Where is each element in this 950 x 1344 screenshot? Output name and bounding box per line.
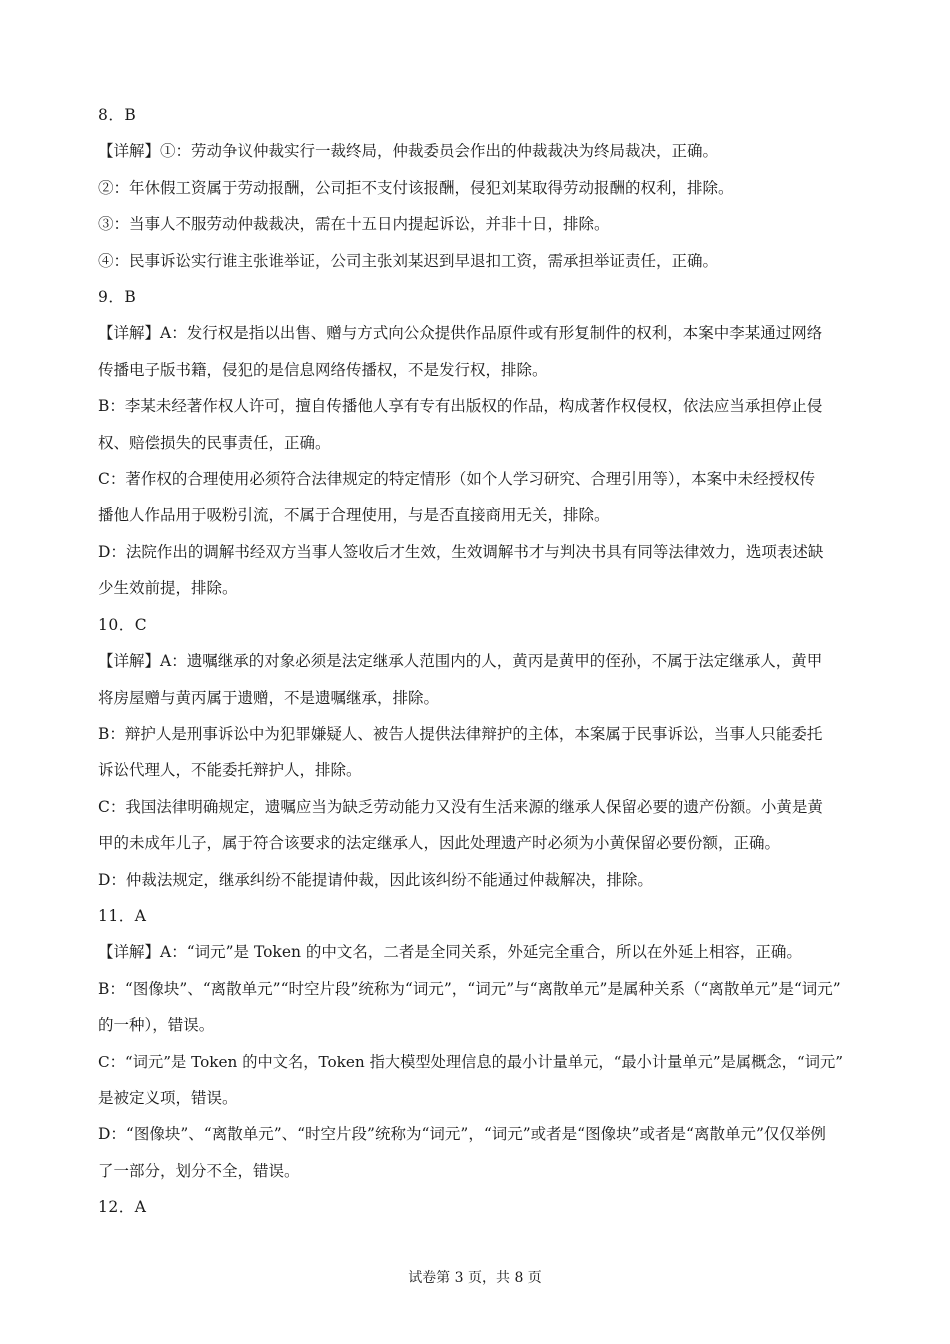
question-number-10: 10．C bbox=[98, 615, 148, 634]
explanation-line: ③：当事人不服劳动仲裁裁决，需在十五日内提起诉讼，并非十日，排除。 bbox=[98, 215, 610, 234]
explanation-line: 诉讼代理人，不能委托辩护人，排除。 bbox=[98, 761, 362, 780]
explanation-line: 播他人作品用于吸粉引流，不属于合理使用，与是否直接商用无关，排除。 bbox=[98, 506, 610, 525]
explanation-line: 权、赔偿损失的民事责任，正确。 bbox=[98, 433, 331, 452]
explanation-line: D：法院作出的调解书经双方当事人签收后才生效，生效调解书才与判决书具有同等法律效力，选项表述缺 bbox=[98, 542, 824, 561]
explanation-line: D：“图像块”、“离散单元”、“时空片段”统称为“词元”，“词元”或者是“图像块”或者是“离散单元”仅仅举例 bbox=[98, 1125, 826, 1144]
question-number-11: 11．A bbox=[98, 906, 147, 925]
explanation-line: 甲的未成年儿子，属于符合该要求的法定继承人，因此处理遗产时必须为小黄保留必要份额，正确。 bbox=[98, 834, 781, 853]
explanation-line: B：“图像块”、“离散单元”“时空片段”统称为“词元”，“词元”与“离散单元”是属种关系（“离散单元”是“词元” bbox=[98, 979, 841, 998]
explanation-line: 【详解】①：劳动争议仲裁实行一裁终局，仲裁委员会作出的仲裁裁决为终局裁决，正确。 bbox=[98, 142, 719, 161]
explanation-line: 少生效前提，排除。 bbox=[98, 579, 238, 598]
page-footer: 试卷第 3 页，共 8 页 bbox=[408, 1270, 542, 1286]
explanation-line: 【详解】A：发行权是指以出售、赠与方式向公众提供作品原件或有形复制件的权利，本案中李某通过网络 bbox=[98, 324, 823, 343]
explanation-line: C：我国法律明确规定，遗嘱应当为缺乏劳动能力又没有生活来源的继承人保留必要的遗产份额。小黄是黄 bbox=[98, 797, 823, 816]
explanation-line: 【详解】A：遗嘱继承的对象必须是法定继承人范围内的人，黄丙是黄甲的侄孙，不属于法定继承人，黄甲 bbox=[98, 652, 823, 671]
answer-explanations bbox=[98, 97, 854, 1226]
explanation-line: 的一种），错误。 bbox=[98, 1016, 215, 1035]
question-number-9: 9．B bbox=[98, 288, 137, 307]
explanation-line: 是被定义项，错误。 bbox=[98, 1088, 238, 1107]
explanation-line: C：著作权的合理使用必须符合法律规定的特定情形（如个人学习研究、合理引用等），本案中未经授权传 bbox=[98, 470, 816, 489]
explanation-line: 【详解】A：“词元”是 Token 的中文名，二者是全同关系，外延完全重合，所以在外延上相容，正确。 bbox=[98, 943, 802, 962]
explanation-line: ④：民事诉讼实行谁主张谁举证，公司主张刘某迟到早退扣工资，需承担举证责任，正确。 bbox=[98, 251, 719, 270]
question-number-12: 12．A bbox=[98, 1198, 147, 1217]
explanation-line: B：辩护人是刑事诉讼中为犯罪嫌疑人、被告人提供法律辩护的主体，本案属于民事诉讼，当事人只能委托 bbox=[98, 724, 823, 743]
explanation-line: ②：年休假工资属于劳动报酬，公司拒不支付该报酬，侵犯刘某取得劳动报酬的权利，排除。 bbox=[98, 178, 734, 197]
explanation-line: 传播电子版书籍，侵犯的是信息网络传播权，不是发行权，排除。 bbox=[98, 360, 548, 379]
explanation-line: D：仲裁法规定，继承纠纷不能提请仲裁，因此该纠纷不能通过仲裁解决，排除。 bbox=[98, 870, 653, 889]
explanation-line: 了一部分，划分不全，错误。 bbox=[98, 1161, 300, 1180]
explanation-line: C：“词元”是 Token 的中文名，Token 指大模型处理信息的最小计量单元，“最小计量单元”是属概念，“词元” bbox=[98, 1052, 844, 1071]
explanation-line: 将房屋赠与黄丙属于遗赠，不是遗嘱继承，排除。 bbox=[98, 688, 440, 707]
explanation-line: B：李某未经著作权人许可，擅自传播他人享有专有出版权的作品，构成著作权侵权，依法应当承担停止侵 bbox=[98, 397, 823, 416]
question-number-8: 8．B bbox=[98, 106, 137, 124]
